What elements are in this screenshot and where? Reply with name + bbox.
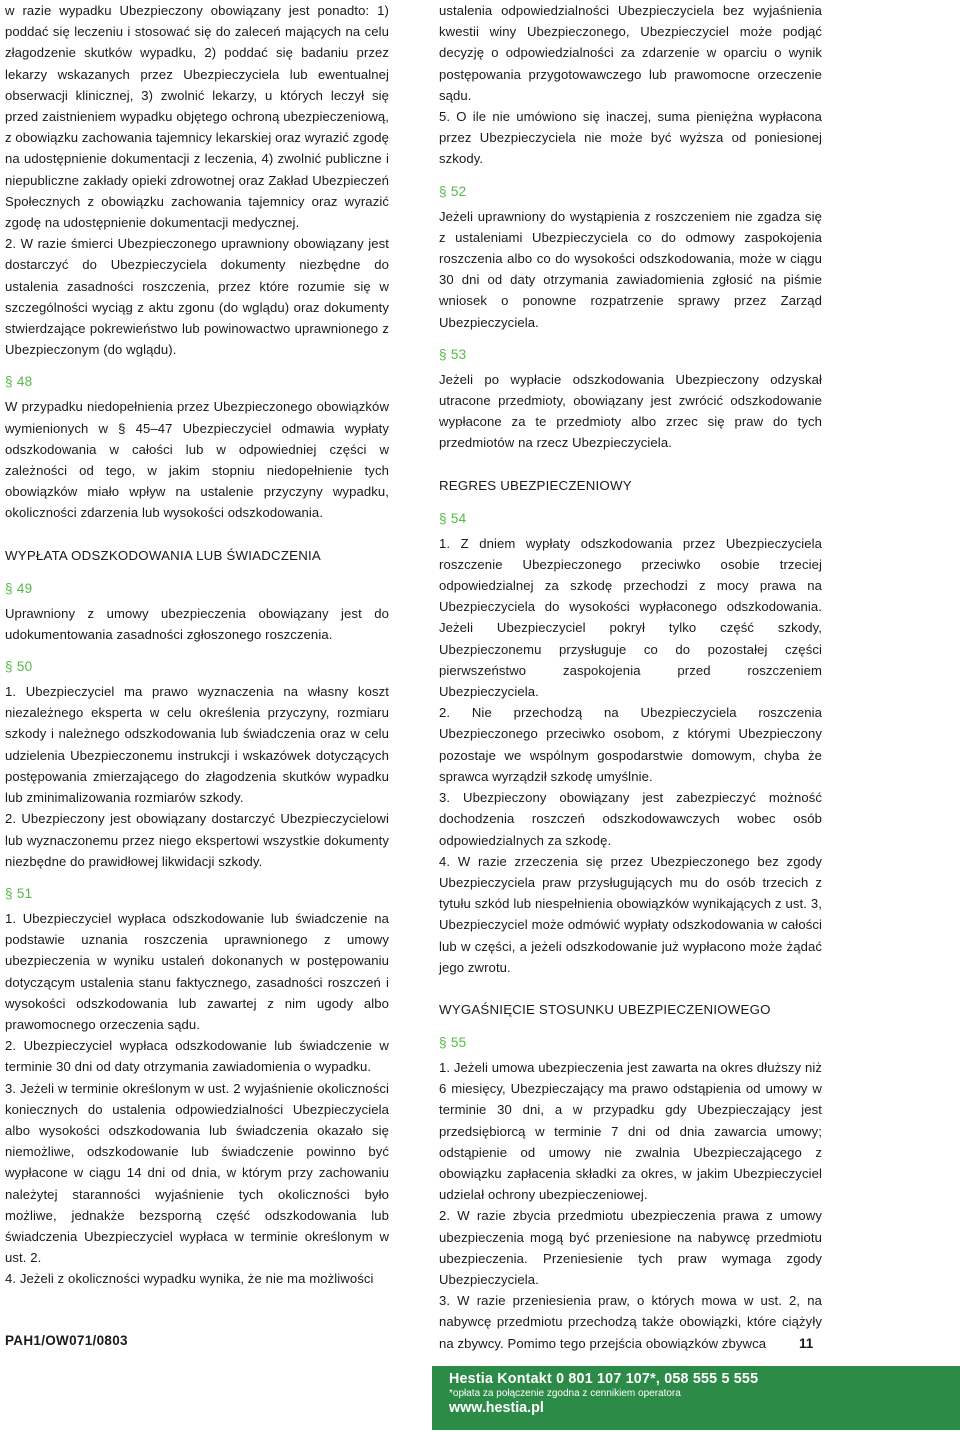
paragraph: 2. W razie śmierci Ubezpieczonego uprawniony obowiązany jest dostarczyć do Ubezpieczyciela dokumenty niezbędne do ustalenia zasadności roszczenia, przez które rozumie się w szczególności wyciąg z aktu zgonu (do wglądu) oraz dokumenty stwierdzające pokrewieństwo lub powinowactwo uprawnionego z Ubezpieczonym (do wglądu).: [5, 236, 389, 358]
paragraph: 3. Ubezpieczony obowiązany jest zabezpieczyć możność dochodzenia roszczeń odszkodowawczych wobec osób odpowiedzialnych za szkodę.: [439, 790, 822, 848]
website-link[interactable]: www.hestia.pl: [449, 1400, 544, 1416]
paragraph: w razie wypadku Ubezpieczony obowiązany jest ponadto: 1) poddać się leczeniu i stosować się do zaleceń mających na celu złagodzenie skutków wypadku, 2) poddać się badaniu przez lekarzy wskazanych przez Ubezpieczyciela lub ewentualnej obserwacji klinicznej, 3) zwolnić lekarzy, u których leczył się przed zaistnieniem wypadku objętego ochroną ubezpieczeniową, z obowiązku zachowania tajemnicy lekarskiej oraz wyrazić zgodę na udostępnienie dokumentacji z leczenia, 4) zwolnić publiczne i niepubliczne zakłady opieki zdrowotnej oraz Zakład Ubezpieczeń Społecznych z obowiązku zachowania tajemnicy oraz wyrazić zgodę na udostępnienie dokumentacji medycznej.: [5, 3, 389, 231]
left-column: [5, 0, 389, 1290]
paragraph: 2. Nie przechodzą na Ubezpieczyciela roszczenia Ubezpieczonego przeciwko osobom, z którymi Ubezpieczony pozostaje we wspólnym gospodarstwie domowym, chyba że sprawca wyrządził szkodę umyślnie.: [439, 705, 822, 784]
paragraph: Uprawniony z umowy ubezpieczenia obowiązany jest do udokumentowania zasadności zgłoszonego roszczenia.: [5, 605, 389, 642]
section-number: § 52: [439, 183, 467, 199]
right-column: [439, 0, 822, 1354]
section-number: § 54: [439, 510, 467, 526]
section-number: § 55: [439, 1034, 467, 1050]
section-number: § 53: [439, 346, 467, 362]
paragraph: ustalenia odpowiedzialności Ubezpieczyciela bez wyjaśnienia kwestii winy Ubezpieczonego, Ubezpieczyciel może podjąć decyzję o odpowiedzialności za zdarzenie w oparciu o wynik postępowania przygotowawczego lub prawomocne orzeczenie sądu.: [439, 3, 822, 103]
contact-phone: Hestia Kontakt 0 801 107 107*, 058 555 5 555: [449, 1371, 759, 1387]
section-heading: WYPŁATA ODSZKODOWANIA LUB ŚWIADCZENIA: [5, 547, 321, 563]
section-heading: WYGAŚNIĘCIE STOSUNKU UBEZPIECZENIOWEGO: [439, 1001, 771, 1017]
document-code: PAH1/OW071/0803: [5, 1333, 128, 1348]
paragraph: 1. Z dniem wypłaty odszkodowania przez Ubezpieczyciela roszczenie Ubezpieczonego przeciwko osobie trzeciej odpowiedzialnej za szkodę przechodzi z mocy prawa na Ubezpieczyciela do wysokości wypłaconego odszkodowania. Jeżeli Ubezpieczyciel pokrył tylko część szkody, Ubezpieczonemu przysługuje co do pozostałej części pierwszeństwo zaspokojenia przed roszczeniem Ubezpieczyciela.: [439, 535, 822, 700]
section-number: § 48: [5, 374, 33, 390]
paragraph: 2. W razie zbycia przedmiotu ubezpieczenia prawa z umowy ubezpieczenia mogą być przeniesione na nabywcę przedmiotu ubezpieczenia. Przeniesienie tych praw wymaga zgody Ubezpieczyciela.: [439, 1208, 822, 1287]
paragraph: 1. Jeżeli umowa ubezpieczenia jest zawarta na okres dłuższy niż 6 miesięcy, Ubezpieczający ma prawo odstąpienia od umowy w terminie 30 dni, a w przypadku gdy Ubezpieczający jest przedsiębiorcą w terminie 7 dni od dnia zawarcia umowy; odstąpienie od umowy nie zwalnia Ubezpieczającego z obowiązku zapłacenia składki za okres, w jakim Ubezpieczyciel udzielał ochrony ubezpieczeniowej.: [439, 1059, 822, 1203]
paragraph: 4. Jeżeli z okoliczności wypadku wynika, że nie ma możliwości: [5, 1271, 374, 1287]
section-number: § 50: [5, 659, 33, 675]
section-number: § 51: [5, 885, 33, 901]
paragraph: 3. Jeżeli w terminie określonym w ust. 2 wyjaśnienie okoliczności koniecznych do ustalenia odpowiedzialności Ubezpieczyciela albo wysokości odszkodowania lub świadczenia okazało się niemożliwe, odszkodowanie lub świadczenie powinno być wypłacone w ciągu 14 dni od dnia, w którym przy zachowaniu należytej staranności wyjaśnienie tych okoliczności było możliwe, jednakże bezsporną część odszkodowania lub świadczenia Ubezpieczyciel wypłaca w terminie określonym w ust. 2.: [5, 1080, 389, 1266]
paragraph: 2. Ubezpieczony jest obowiązany dostarczyć Ubezpieczycielowi lub wyznaczonemu przez niego ekspertowi wszystkie dokumenty niezbędne do prawidłowej likwidacji szkody.: [5, 811, 389, 869]
section-heading: REGRES UBEZPIECZENIOWY: [439, 477, 632, 493]
paragraph: W przypadku niedopełnienia przez Ubezpieczonego obowiązków wymienionych w § 45–47 Ubezpieczyciel odmawia wypłaty odszkodowania w całości lub w odpowiedniej części w zależności od tego, w jakim stopniu niedopełnienie tych obowiązków miało wpływ na ustalenie przyczyny wypadku, okoliczności zdarzenia lub wysokości odszkodowania.: [5, 399, 389, 521]
paragraph: 5. O ile nie umówiono się inaczej, suma pieniężna wypłacona przez Ubezpieczyciela nie może być wyższa od poniesionej szkody.: [439, 109, 822, 167]
paragraph: 2. Ubezpieczyciel wypłaca odszkodowanie lub świadczenie w terminie 30 dni od daty otrzymania zawiadomienia o wypadku.: [5, 1038, 389, 1075]
paragraph: Jeżeli po wypłacie odszkodowania Ubezpieczony odzyskał utracone przedmioty, obowiązany jest zwrócić odszkodowanie wypłacone za te przedmioty albo zrzec się praw do tych przedmiotów na rzecz Ubezpieczyciela.: [439, 371, 822, 451]
paragraph: 1. Ubezpieczyciel ma prawo wyznaczenia na własny koszt niezależnego eksperta w celu określenia przyczyny, rozmiaru szkody i należnego odszkodowania lub świadczenia oraz w celu udzielenia Ubezpieczonemu instrukcji i wskazówek dotyczących postępowania zmierzającego do złagodzenia skutków wypadku lub zminimalizowania rozmiarów szkody.: [5, 684, 389, 806]
contact-note: *opłata za połączenie zgodna z cennikiem operatora: [449, 1388, 681, 1399]
paragraph: Jeżeli uprawniony do wystąpienia z roszczeniem nie zgadza się z ustaleniami Ubezpieczyciela co do odmowy zaspokojenia roszczenia albo co do wysokości odszkodowania, może w ciągu 30 dni od daty otrzymania zawiadomienia zgłosić na piśmie wniosek o ponowne rozpatrzenie sprawy przez Zarząd Ubezpieczyciela.: [439, 208, 822, 330]
paragraph: 4. W razie zrzeczenia się przez Ubezpieczonego bez zgody Ubezpieczyciela praw przysługujących mu do osób trzecich z tytułu szkód lub niespełnienia obowiązków wynikających z ust. 3, Ubezpieczyciel może odmówić wypłaty odszkodowania w całości lub w części, a jeżeli odszkodowanie już wypłacono może żądać jego zwrotu.: [439, 853, 822, 975]
contact-box: [432, 1366, 960, 1430]
paragraph: 1. Ubezpieczyciel wypłaca odszkodowanie lub świadczenie na podstawie uznania roszczenia uprawnionego z umowy ubezpieczenia w wyniku ustaleń dokonanych w postępowaniu dotyczącym ustalenia stanu faktycznego, zasadności roszczeń i wysokości odszkodowania lub zawartej z nim ugody albo prawomocnego orzeczenia sądu.: [5, 910, 389, 1032]
section-number: § 49: [5, 580, 33, 596]
paragraph: 3. W razie przeniesienia praw, o których mowa w ust. 2, na nabywcę przedmiotu przechodzą także obowiązki, które ciążyły na zbywcy. Pomimo tego przejścia obowiązków zbywca: [439, 1293, 822, 1351]
page-number: 11: [799, 1336, 814, 1351]
